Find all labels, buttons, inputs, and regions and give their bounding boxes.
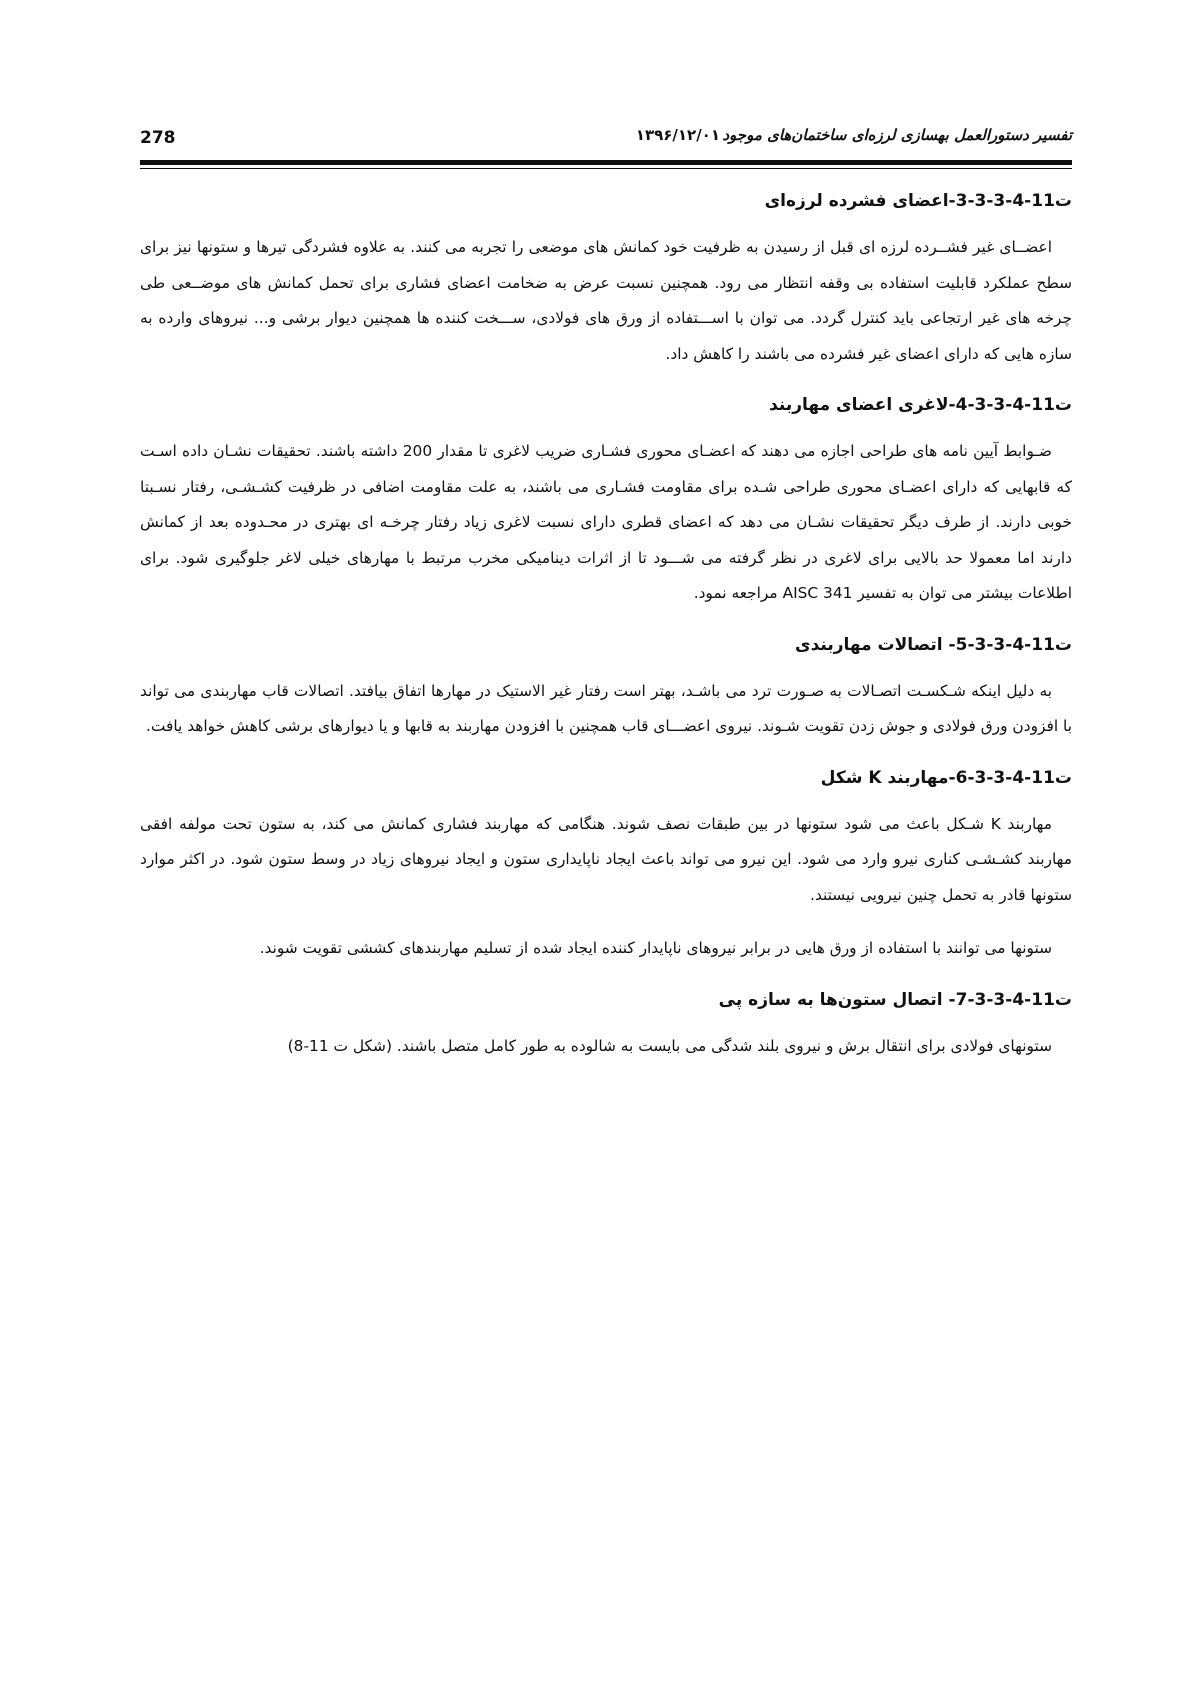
header-rule-thin [140,168,1072,169]
section-heading: ت11-4-3-3-4-لاغری اعضای مهاربند [769,395,1072,415]
section-heading: ت11-4-3-3-3-اعضای فشرده لرزه‌ای [764,191,1072,211]
document-body [140,186,1072,1082]
paragraph: مهاربند K شـکل باعث می شود ستونها در بین طبقات نصف شوند. هنگامی که مهاربند فشاری کمانش می کند، به ستون تحت مولفه افقی مهاربند کشـشـی کناری نیرو وارد می شود. این نیرو می تواند باعث ایجاد ناپایداری ستون و ایجاد نیروهای زیاد در وسط ستون شود. در اکثر موارد ستونها قادر به تحمل چنین نیرویی نیستند. [140,814,1072,904]
paragraph: ستونها می توانند با استفاده از ورق هایی در برابر نیروهای ناپایدار کننده ایجاد شده از تسلیم مهاربندهای کششی تقویت شوند. [259,939,1052,957]
section-column-foundation [140,985,1072,1065]
paragraph: اعضــای غیر فشــرده لرزه ای قبل از رسیدن به ظرفیت خود کمانش های موضعی را تجربه می کنند. به علاوه فشردگی تیرها و ستونها نیز برای سطح عملکرد قابلیت استفاده بی وقفه انتظار می رود. همچنین نسبت عرض به ضخامت اعضای فشاری برای تحمل کمانش های موضــعی طی چرخه های غیر ارتجاعی باید کنترل گردد. می توان با اســـتفاده از ورق های فولادی، ســـخت کننده ها همچنین دیوار برشی و... نیروهای وارده به سازه هایی که دارای اعضای غیر فشرده می باشند را کاهش داد. [140,238,1072,363]
section-heading: ت11-4-3-3-5- اتصالات مهاربندی [794,634,1072,655]
section-k-bracing [140,763,1072,967]
section-brace-slenderness [140,390,1072,612]
header-title: تفسیر دستورالعمل بهسازی لرزه‌ای ساختمان‌های موجود [722,126,1072,144]
paragraph: به دلیل اینکه شـکسـت اتصـالات به صـورت ترد می باشـد، بهتر است رفتار غیر الاستیک در مهارها اتفاق بیافتد. اتصالات قاب مهاربندی می تواند با افزودن ورق فولادی و جوش زدن تقویت شـوند. نیروی اعضـــای قاب همچنین با افزودن مهاربند به قابها و یا دیوارهای برشی کاهش خواهد یافت. [140,681,1072,735]
section-heading: ت11-4-3-3-6-مهاربند K شکل [820,767,1072,788]
paragraph: ضـوابط آیین نامه های طراحی اجازه می دهند که اعضـای محوری فشـاری ضریب لاغری تا مقدار 200 داشته باشند. تحقیقات نشـان داده اسـت که قابهایی که دارای اعضـای محوری طراحی شـده برای مقاومت فشـاری می باشند، به علت مقاومت اضافی در ظرفیت کشـشـی، رفتار نسـبتا خوبی دارند. از طرف دیگر تحقیقات نشـان می دهد که اعضای قطری دارای نسبت لاغری زیاد رفتار چرخـه ای بهتری در محـدوده بعد از کمانش دارند اما معمولا حد بالایی برای لاغری در نظر گرفته می شـــود تا از اثرات دینامیکی مخرب مرتبط با مهارهای خیلی لاغر جلوگیری شود. برای اطلاعات بیشتر می توان به تفسیر AISC 341 مراجعه نمود. [140,442,1072,602]
paragraph: ستونهای فولادی برای انتقال برش و نیروی بلند شدگی می بایست به شالوده به طور کامل متصل باشند. (شکل ت 11-8) [287,1036,1052,1055]
page-number: 278 [140,128,176,148]
section-heading: ت11-4-3-3-7- اتصال ستون‌ها به سازه پی [718,989,1072,1010]
section-brace-connections [140,630,1072,745]
header-rule-thick [140,160,1072,165]
section-compact-members [140,186,1072,372]
header-date: ۱۳۹۶/۱۲/۰۱ [635,126,720,144]
page-header [140,126,1072,156]
